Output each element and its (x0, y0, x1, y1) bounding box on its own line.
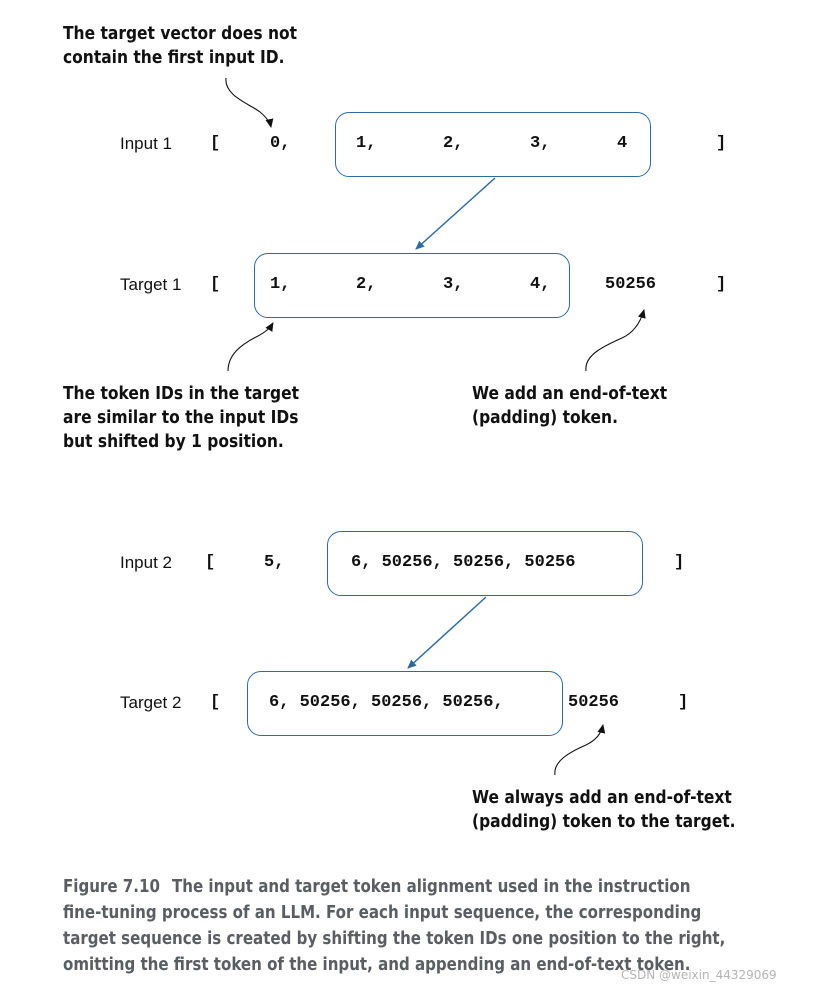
watermark: CSDN @weixin_44329069 (621, 968, 777, 982)
token-group: 6, 50256, 50256, 50256, (269, 693, 504, 712)
callout-arrow-end-of-text (586, 310, 644, 371)
token-end-of-text: 50256 (568, 693, 620, 712)
bracket-open: [ (210, 275, 221, 294)
annotation-line: The target vector does not (63, 23, 298, 44)
caption-line: target sequence is created by shifting the token IDs one position to the right, (63, 929, 726, 949)
token: 3, (443, 275, 464, 294)
token: 4 (617, 134, 628, 153)
annotation-line: but shifted by 1 position. (63, 431, 284, 452)
caption-line: omitting the first token of the input, and appending an end-of-text token. (63, 955, 691, 975)
token: 1, (270, 275, 291, 294)
token: 4, (530, 275, 551, 294)
row-label-target-1: Target 1 (120, 275, 182, 294)
caption-line: fine-tuning process of an LLM. For each input sequence, the corresponding (63, 903, 702, 923)
token: 2, (356, 275, 377, 294)
token-end-of-text: 50256 (605, 275, 657, 294)
bracket-open: [ (210, 693, 221, 712)
bracket-open: [ (205, 553, 216, 572)
caption-text: The input and target token alignment used in the instruction (171, 877, 691, 897)
row-label-input-1: Input 1 (120, 134, 172, 153)
figure-number: Figure 7.10 (63, 877, 160, 897)
bracket-close: ] (716, 134, 727, 153)
bracket-close: ] (674, 553, 685, 572)
token: 1, (356, 134, 377, 153)
callout-arrow-first-id (226, 78, 271, 127)
row-label-target-2: Target 2 (120, 693, 182, 712)
row-label-input-2: Input 2 (120, 553, 172, 572)
annotation-line: (padding) token. (472, 407, 618, 428)
bracket-open: [ (210, 134, 221, 153)
shift-arrow-1 (416, 178, 495, 249)
annotation-line: We always add an end-of-text (472, 787, 732, 808)
caption-line (63, 874, 710, 900)
token: 2, (443, 134, 464, 153)
annotation-line: We add an end-of-text (472, 383, 668, 404)
annotation-line: contain the first input ID. (63, 47, 285, 68)
annotation-line: The token IDs in the target (63, 383, 299, 404)
token-group: 6, 50256, 50256, 50256 (351, 553, 576, 572)
token: 0, (270, 134, 291, 153)
figure-caption (63, 874, 726, 978)
bracket-close: ] (716, 275, 727, 294)
callout-arrow-always-add (555, 725, 603, 775)
token: 5, (264, 553, 285, 572)
token: 3, (530, 134, 551, 153)
callout-arrow-shifted (228, 323, 273, 371)
annotation-line: are similar to the input IDs (63, 407, 299, 428)
annotation-line: (padding) token to the target. (472, 811, 736, 832)
shift-arrow-2 (408, 597, 486, 668)
bracket-close: ] (678, 693, 689, 712)
